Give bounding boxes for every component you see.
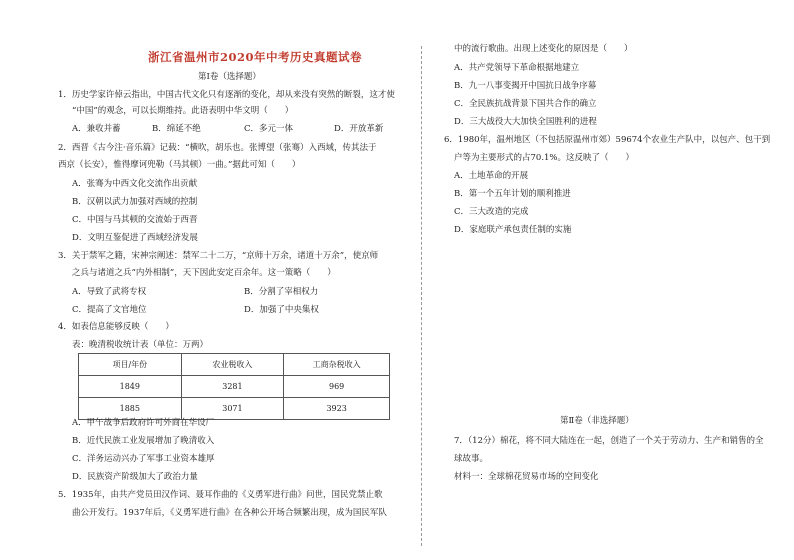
q6-line-2: 户等为主要形式的占70.1%。这反映了（ ） xyxy=(454,153,635,163)
section-1-heading: 第Ⅰ卷（选择题） xyxy=(198,72,261,82)
q5-cont-line-1: 中的流行歌曲。出现上述变化的原因是（ ） xyxy=(454,44,633,54)
table-header-cell: 农业税收入 xyxy=(181,354,284,376)
section-2-heading: 第Ⅱ卷（非选择题） xyxy=(560,416,634,426)
table-row xyxy=(79,376,390,398)
table-header-row xyxy=(79,354,390,376)
table-cell: 3923 xyxy=(284,398,390,420)
tax-table xyxy=(78,353,390,420)
table-cell: 969 xyxy=(284,376,390,398)
q5-line-2: 曲公开发行。1937年后，《义勇军进行曲》在各种公开场合频繁出现，成为国民军队 xyxy=(72,508,387,518)
q4-table-caption: 表：晚清税收统计表（单位：万两） xyxy=(72,340,209,350)
table-header-cell: 工商杂税收入 xyxy=(284,354,390,376)
q1-option-d: D．开放革新 xyxy=(334,124,384,134)
q2-option-d: D．文明互鉴促进了西域经济发展 xyxy=(72,233,198,243)
q4-option-d: D．民族资产阶级加大了政治力量 xyxy=(72,472,198,482)
table-header-cell: 项目/年份 xyxy=(79,354,182,376)
q6-option-a: A．土地革命的开展 xyxy=(454,171,529,181)
q6-option-d: D．家庭联产承包责任制的实施 xyxy=(454,225,572,235)
q5-option-d: D．三大战役大大加快全国胜利的进程 xyxy=(454,117,597,127)
q4-line-1: 4．如表信息能够反映（ ） xyxy=(58,322,174,332)
q2-line-2: 西京（长安），惟得摩诃兜勒（马其顿）一曲。”据此可知（ ） xyxy=(58,160,301,170)
q2-option-c: C．中国与马其顿的交流始于西晋 xyxy=(72,215,198,225)
q3-option-c: C．提高了文官地位 xyxy=(72,305,147,315)
q3-line-1: 3．关于禁军之籍，宋神宗阐述：禁军二十二万，“京师十万余，诸道十万余”，使京师 xyxy=(58,251,379,261)
q3-option-b: B．分割了宰相权力 xyxy=(244,287,319,297)
q6-option-c: C．三大改造的完成 xyxy=(454,207,529,217)
q2-option-b: B．汉朝以武力加强对西域的控制 xyxy=(72,197,198,207)
exam-title: 浙江省温州市2020年中考历史真题试卷 xyxy=(148,50,363,64)
table-cell: 3071 xyxy=(181,398,284,420)
q3-line-2: 之兵与诸道之兵“内外相制”，天下因此安定百余年。这一策略（ ） xyxy=(72,268,336,278)
q1-line-2: “中国”的观念，可以长期维持。此语表明中华文明（ ） xyxy=(72,106,294,116)
q5-option-c: C．全民族抗战背景下国共合作的确立 xyxy=(454,99,597,109)
q1-line-1: 1．历史学家许倬云指出，中国古代文化只有逐渐的变化，却从来没有突然的断裂，这才使 xyxy=(58,90,395,100)
q4-option-a: A．甲午战争后政府许可外商在华设厂 xyxy=(72,418,215,428)
q7-line-1: 7．（12分）棉花，将不同大陆连在一起，创造了一个关于劳动力、生产和销售的全 xyxy=(454,436,764,446)
table-cell: 1849 xyxy=(79,376,182,398)
q5-option-a: A．共产党领导下革命根据地建立 xyxy=(454,63,580,73)
table-cell: 1885 xyxy=(79,398,182,420)
q7-material-1: 材料一：全球棉花贸易市场的空间变化 xyxy=(454,472,599,482)
q7-line-2: 球故事。 xyxy=(454,454,489,464)
q3-option-a: A．导致了武将专权 xyxy=(72,287,147,297)
table-row xyxy=(79,398,390,420)
q5-option-b: B．九一八事变揭开中国抗日战争序幕 xyxy=(454,81,597,91)
q1-option-c: C．多元一体 xyxy=(244,124,294,134)
table-cell: 3281 xyxy=(181,376,284,398)
q6-option-b: B．第一个五年计划的顺利推进 xyxy=(454,189,571,199)
q1-option-b: B．绵延不绝 xyxy=(152,124,201,134)
q1-option-a: A．兼收并蓄 xyxy=(72,124,121,134)
left-column xyxy=(58,0,398,560)
q4-option-c: C．洋务运动兴办了军事工业资本雄厚 xyxy=(72,454,215,464)
column-divider xyxy=(421,46,422,546)
q5-line-1: 5．1935年，由共产党员田汉作词、聂耳作曲的《义勇军进行曲》问世，国民党禁止歌 xyxy=(58,490,383,500)
right-column xyxy=(444,0,771,560)
q4-option-b: B．近代民族工业发展增加了晚清收入 xyxy=(72,436,215,446)
q6-line-1: 6．1980年，温州地区（不包括原温州市郊）59674个农业生产队中，以包产、包干到 xyxy=(444,135,771,145)
q2-option-a: A．张骞为中西文化交流作出贡献 xyxy=(72,179,198,189)
q2-line-1: 2．西晋《古今注·音乐篇》记载：“横吹，胡乐也。张博望（张骞）入西域，传其法于 xyxy=(58,143,377,153)
q3-option-d: D．加强了中央集权 xyxy=(244,305,319,315)
